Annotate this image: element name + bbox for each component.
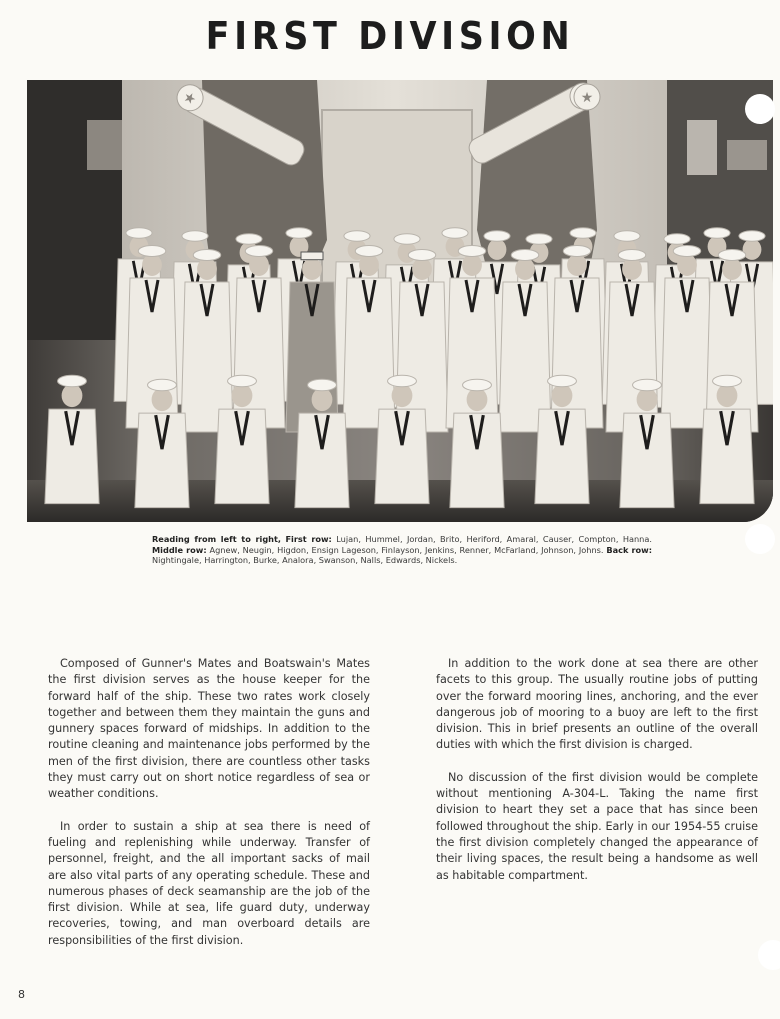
body-column-right (436, 656, 758, 900)
svg-text:★: ★ (180, 88, 199, 109)
caption-row1-names: Lujan, Hummel, Jordan, Brito, Heriford, Amaral, Causer, Compton, Hanna. (336, 534, 652, 544)
caption-row3-names: Nightingale, Harrington, Burke, Analora, Swanson, Nalls, Edwards, Nickels. (152, 555, 458, 566)
svg-text:★: ★ (580, 90, 594, 106)
page-title: FIRST DIVISION (205, 14, 575, 58)
caption-row3-label: Back row: (606, 544, 653, 555)
punch-hole (758, 940, 780, 970)
body-paragraph: No discussion of the first division would be complete without mentioning A-304-L. Taking the name first division to heart they set a pace that has since been followed throughout the ship. Early in our 1954-55 cruise the first division completely changed the appearance of their living spaces, the result being a handsome as well as habitable compartment. (436, 770, 758, 882)
punch-hole (745, 94, 775, 124)
body-paragraph: In order to sustain a ship at sea there is need of fueling and replenishing while underway. Transfer of personnel, freight, and the all important sacks of mail are also vital parts of any operating schedule. These and numerous phases of deck seamanship are the job of the first division. While at sea, life guard duty, underway recoveries, towing, and man overboard details are responsibilities of the first division. (48, 819, 370, 947)
body-column-left (48, 656, 370, 965)
caption-row2-names: Agnew, Neugin, Higdon, Ensign Lageson, Finlayson, Jenkins, Renner, McFarland, Johnson, Johns. (209, 544, 604, 555)
body-paragraph: In addition to the work done at sea there are other facets to this group. The usually routine jobs of putting over the forward mooring lines, anchoring, and the ever dangerous job of mooring to a buoy are left to the first division. This in brief presents an outline of the overall duties with which the first division is charged. (436, 657, 758, 752)
photo-caption (152, 534, 652, 566)
division-group-photo (27, 80, 773, 522)
caption-row2-label: Middle row: (152, 544, 207, 555)
punch-hole (745, 524, 775, 554)
caption-lead: Reading from left to right, (152, 534, 282, 544)
caption-row1-label: First row: (285, 534, 332, 544)
body-paragraph: Composed of Gunner's Mates and Boatswain's Mates the first division serves as the house keeper for the forward half of the ship. These two rates work closely together and between them they maintain the guns and gunnery spaces forward of midships. In addition to the routine cleaning and maintenance jobs performed by the men of the first division, there are countless other tasks they must carry out on short notice regardless of sea or weather conditions. (48, 657, 370, 801)
page-number: 8 (18, 988, 25, 1001)
